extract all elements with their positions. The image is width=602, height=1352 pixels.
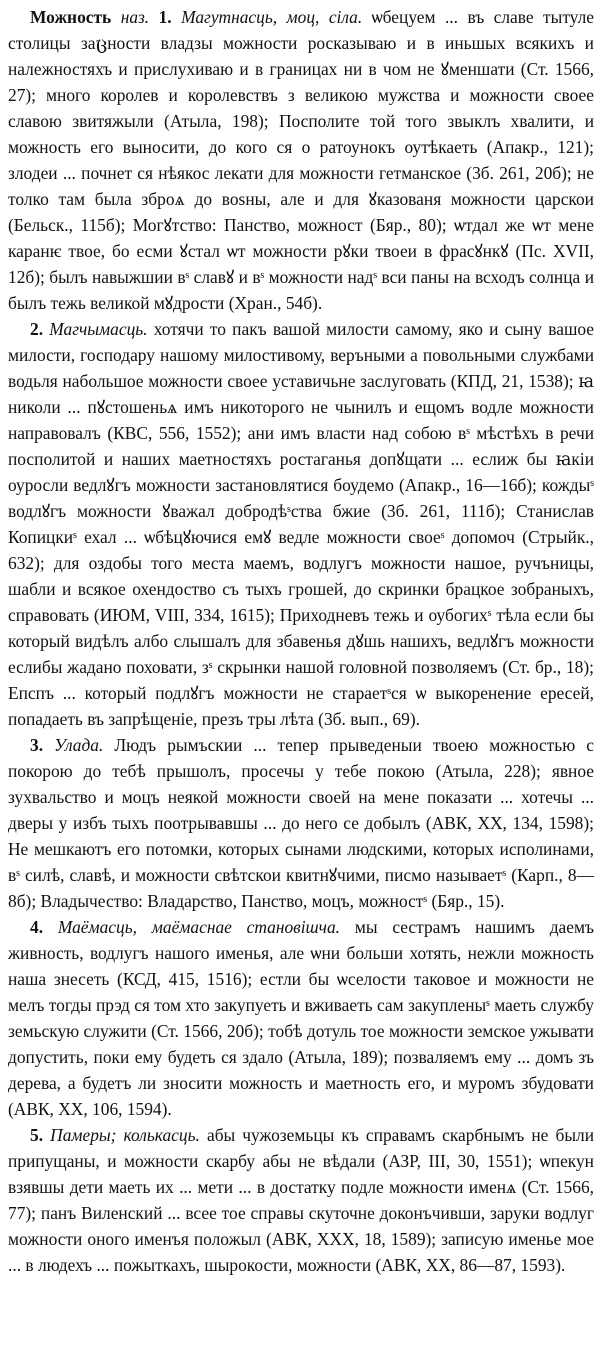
sense-gloss: Магутнасць, моц, сiла.: [181, 7, 363, 27]
sense-text: абы чужоземьцы къ справамъ скарбнымъ не были припущаны, и можности скарбу абы не вѣдали (АЗР, III, 30, 1551); ѡпекун взявшы дети маеть их ... мети ... в достатку подле можности именѧ (Ст. 1566, 77); панъ Виленский ... всее тое справы скуточне доконъчивши, заруки водлуг можности оного именъя положыл (АВК, XXX, 18, 1589); записую именье мое ... в людехъ ... пожыткахъ, шырокости, можности (АВК, XX, 86—87, 1593).: [8, 1125, 594, 1275]
headword: Можность: [30, 7, 112, 27]
sense-number: 3.: [30, 735, 44, 755]
entry-sense-2: [8, 316, 594, 732]
sense-gloss: Улада.: [54, 735, 104, 755]
sense-text: мы сестрамъ нашимъ даемъ живность, водлугъ нашого именья, але ѡни больши хотять, нежли можность наша знесеть (КСД, 415, 1516); естли бы ѡселости таковое и можности не мелъ тогды прэд ся том хто закупуеть и вживаеть сам закупленыˢ маеть службу земьскую служити (Ст. 1566, 20б); тобѣ дотуль тое можности земское ужывати допустить, поки ему будеть ся здало (Атыла, 189); позваляемъ ему ... домъ зъ дерева, а будетъ ли зносити можность и маетность его, и муромъ збудовати (АВК, XX, 106, 1594).: [8, 917, 594, 1119]
sense-gloss: Магчымасць.: [49, 319, 148, 339]
sense-text: хотячи то пакъ вашой милости самому, яко и сыну вашое милости, господару нашому милостивому, веръными а повольными службами водьля набольшое можности своее уставичьне заслуговать (КПД, 21, 1538); ꙗ николи ... пꙋстошеньѧ имъ никоторого не чынилъ и ещомъ водле можности направовалъ (КВС, 556, 1552); ани имъ власти над собою вˢ мѣстѣхъ в речи посполитой и наших маетностяхъ ростаганья допꙋщати ... еслиж бы ꙗкіи оуросли ведлꙋгъ можности застановлятися боудемо (Апакр., 16—16б); кождыˢ водлꙋгъ можности ꙋважал добродѣˢства бжие (3б. 261, 111б); Станислав Копицкиˢ ехал ... ѡбѣцꙋючися емꙋ ведле можности своеˢ допомоч (Стрыйк., 632); для оздобы того места маемъ, водлугъ можности нашое, ручъницы, шабли и всякое охендоство съ тыхъ грошей, до скринки брацкое зобраныхъ, справовать (ИЮМ, VIII, 334, 1615); Приходневъ тежь и оубогихˢ тѣла если бы который видѣлъ албо слышалъ для збавенья дꙋшь нашихъ, ведлꙋгъ можности еслибы жадано поховати, зˢ скрынки нашой головной позволяемъ (Ст. бр., 18); Епспъ ... который подлꙋгъ можности не стараетˢся ѡ выкоренение ересей, попадаеть въ запрѣщеніе, презъ тры лѣта (3б. вып., 69).: [8, 319, 594, 729]
sense-number: 2.: [30, 319, 44, 339]
sense-text: Людъ рымъскии ... тепер прыведеныи твоею можностью с покорою до тебѣ прышолъ, просечы у тебе покою (Атыла, 228); явное зухвальство и моцъ неякой можности своей на мене показати ... хотечы ... дверы у избъ тыхъ поотрывавшы ... до него се добылъ (АВК, XX, 134, 1598); Не мешкаютъ его потомки, которых сынами людскими, которых исполинами, вˢ силѣ, славѣ, и можности свѣтскои квитнꙋчими, писмо называетˢ (Карп., 8—8б); Владычество: Владарство, Панство, моцъ, можностˢ (Бяр., 15).: [8, 735, 594, 911]
grammar-label: наз.: [120, 7, 150, 27]
sense-number: 1.: [158, 7, 172, 27]
sense-text: ѡбецуем ... въ славе тытуле столицы заცности владзы можности росказываю и в иньшых всякихъ и належностяхъ и прислухиваю и в границах ни в чом не ꙋменшати (Ст. 1566, 27); много королев и королевствъ з великою мужства и можности своее славою звитяжыли (Атыла, 198); Посполите той того звыклъ хвалити, и можность его выносити, до кого ся о ратоунокъ оутѣкаеть (Апакр., 121); злодеи ... почнет ся нѣякос лекати для можности гетманское (3б. 261, 20б); не толко там была зброѧ до воѕны, але и для ꙋказованя можности царскои (Бельск., 115б); Могꙋтство: Панство, можност (Бяр., 80); ѡтдал же ѡт мене каранѥ твое, бо есми ꙋстал ѡт можности рꙋки твоеи в фрасꙋнкꙋ (Пс. XVII, 12б); былъ навыжшии вˢ славꙋ и вˢ можности надˢ вси паны на всходъ солнца и былъ тежь великой мꙋдрости (Хран., 54б).: [8, 7, 595, 313]
sense-gloss: Памеры; колькасць.: [50, 1125, 200, 1145]
sense-number: 5.: [30, 1125, 44, 1145]
entry-sense-3: [8, 732, 594, 914]
entry-sense-1: [8, 4, 594, 316]
sense-number: 4.: [30, 917, 44, 937]
sense-gloss: Маёмасць, маёмаснае становішча.: [57, 917, 341, 937]
entry-sense-4: [8, 914, 594, 1122]
entry-sense-5: [8, 1122, 594, 1278]
